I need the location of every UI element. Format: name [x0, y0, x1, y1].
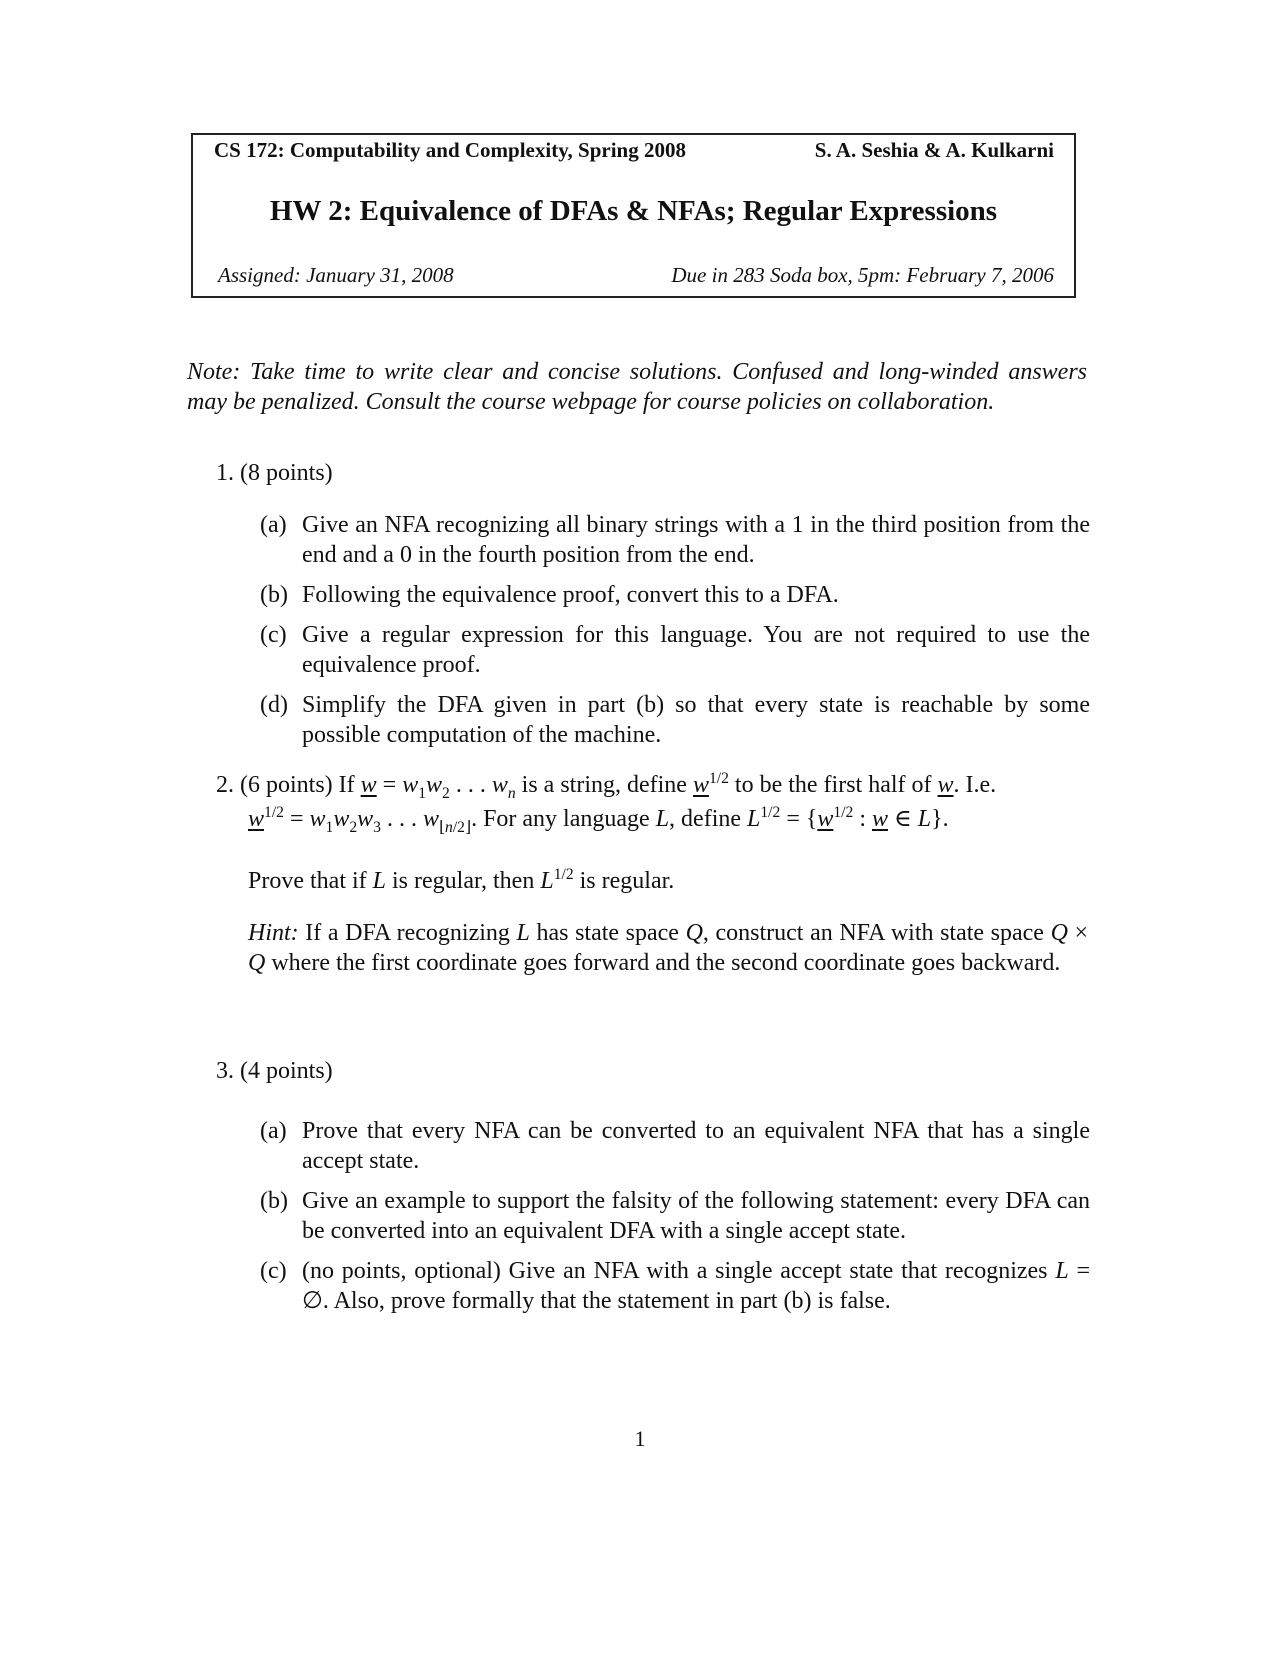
- problem-3a: [260, 1116, 1090, 1176]
- part-label: (c): [260, 1258, 287, 1284]
- problem-2-hint: Hint: If a DFA recognizing L has state space Q, construct an NFA with state space Q × Q where the first coordinate goes forward and the second coordinate goes backward.: [248, 920, 1089, 976]
- part-text: Simplify the DFA given in part (b) so that every state is reachable by some possible computation of the machine.: [302, 692, 1090, 748]
- part-text: Give a regular expression for this language. You are not required to use the equivalence proof.: [302, 622, 1090, 678]
- problem-3-heading: 3. (4 points): [216, 1058, 333, 1084]
- problem-3b: [260, 1186, 1090, 1246]
- part-text: (no points, optional) Give an NFA with a single accept state that recognizes L = ∅. Also, prove formally that the statement in part (b) is false.: [302, 1258, 1090, 1314]
- hint-label: Hint:: [248, 920, 299, 946]
- due-date: Due in 283 Soda box, 5pm: February 7, 2006: [671, 263, 1054, 287]
- problem-1a: [260, 510, 1090, 570]
- header-box: [191, 133, 1076, 298]
- part-label: (a): [260, 512, 287, 538]
- problem-3c: [260, 1256, 1090, 1316]
- problem-2-definition-line2: $w^{1/2} = w_1w_2w_3$ . . . $w_{⌊n/2⌋}$. For any language L, define $L^{1/2} = \{w^{1/2}$ : w ∈ L}.: [248, 804, 949, 836]
- problem-1b: [260, 580, 1090, 610]
- problem-1c: [260, 620, 1090, 680]
- note-paragraph: Note: Take time to write clear and concise solutions. Confused and long-winded answers may be penalized. Consult the course webpage for course policies on collaboration.: [187, 359, 1087, 415]
- part-text: Following the equivalence proof, convert this to a DFA.: [302, 582, 839, 608]
- problem-1d: [260, 690, 1090, 750]
- part-label: (a): [260, 1118, 287, 1144]
- part-text: Give an NFA recognizing all binary strings with a 1 in the third position from the end and a 0 in the fourth position from the end.: [302, 512, 1090, 568]
- instructors: S. A. Seshia & A. Kulkarni: [814, 138, 1054, 162]
- part-label: (b): [260, 1188, 288, 1214]
- part-label: (c): [260, 622, 287, 648]
- part-text: Give an example to support the falsity of the following statement: every DFA can be converted into an equivalent DFA with a single accept state.: [302, 1188, 1090, 1244]
- problem-2-prove: Prove that if L is regular, then $L^{1/2}$ is regular.: [248, 866, 675, 894]
- problem-2-points: 2. (6 points) If: [216, 772, 355, 798]
- part-label: (d): [260, 692, 288, 718]
- page-number: 1: [634, 1426, 646, 1451]
- part-label: (b): [260, 582, 288, 608]
- problem-2-definition: 2. (6 points) If $w = w_1w_2$ . . . $w_n$ is a string, define $w^{1/2}$ to be the first half of w. I.e.: [216, 770, 997, 802]
- homework-title: HW 2: Equivalence of DFAs & NFAs; Regular Expressions: [269, 195, 998, 227]
- course-title: CS 172: Computability and Complexity, Spring 2008: [214, 138, 686, 162]
- assigned-date: Assigned: January 31, 2008: [218, 263, 454, 287]
- part-text: Prove that every NFA can be converted to an equivalent NFA that has a single accept state.: [302, 1118, 1090, 1174]
- problem-1-heading: 1. (8 points): [216, 460, 333, 486]
